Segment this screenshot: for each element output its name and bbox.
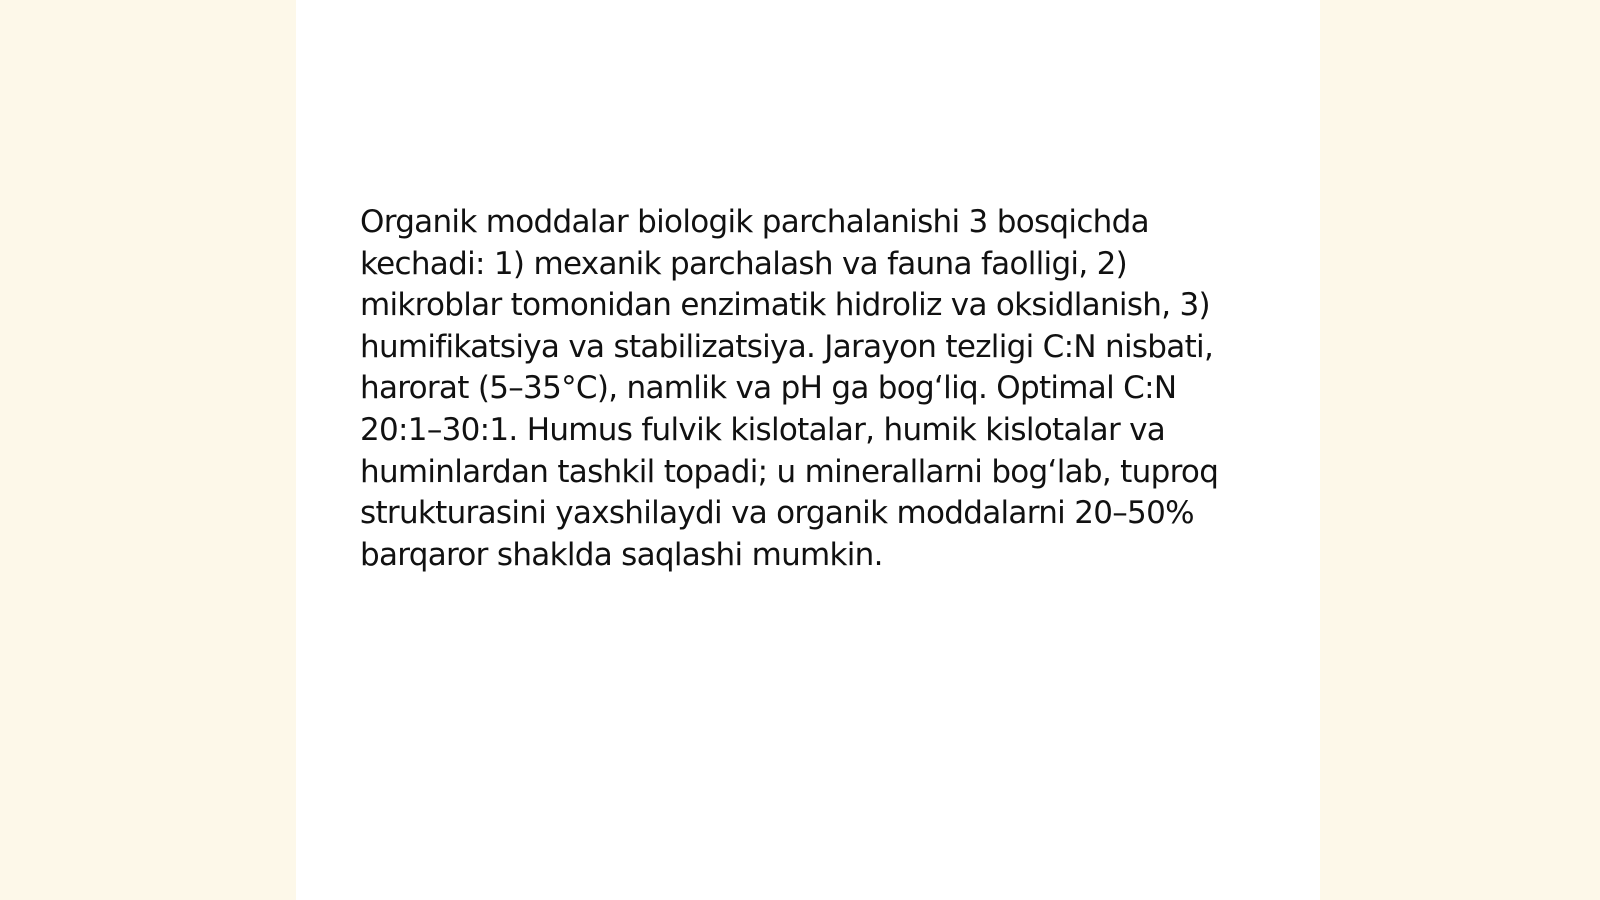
body-paragraph: Organik moddalar biologik parchalanishi 3 bosqichda kechadi: 1) mexanik parchalash va fauna faolligi, 2) mikroblar tomonidan enzimatik hidroliz va oksidlanish, 3) humifikatsiya va stabilizatsiya. Jarayon tezligi C:N nisbati, harorat (5–35°C), namlik va pH ga bogʻliq. Optimal C:N 20:1–30:1. Humus fulvik kislotalar, humik kislotalar va huminlardan tashkil topadi; u minerallarni bogʻlab, tuproq strukturasini yaxshilaydi va organik moddalarni 20–50% barqaror shaklda saqlashi mumkin.	[360, 204, 1219, 573]
document-page	[296, 0, 1320, 900]
